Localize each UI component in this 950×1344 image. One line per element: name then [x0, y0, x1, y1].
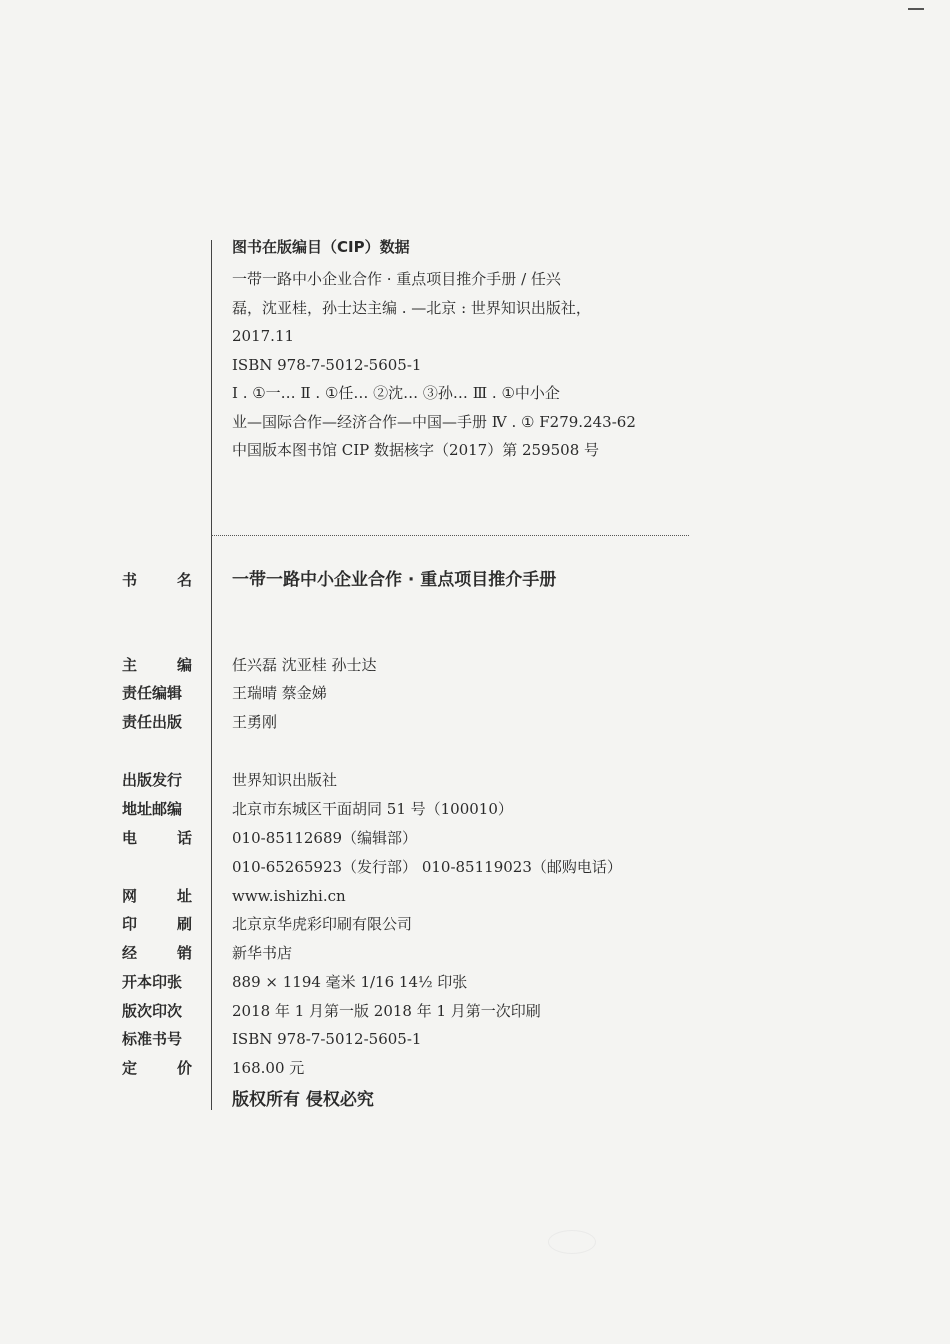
address-value: 北京市东城区干面胡同 51 号（100010） — [232, 800, 513, 818]
book-name-label: 书名 — [122, 571, 192, 589]
edition-value: 2018 年 1 月第一版 2018 年 1 月第一次印刷 — [232, 1002, 541, 1020]
website-label: 网址 — [122, 887, 192, 905]
isbn-value: ISBN 978-7-5012-5605-1 — [232, 1030, 422, 1048]
edition-label: 版次印次 — [122, 1002, 183, 1020]
format-row — [0, 968, 950, 997]
distribution-row — [0, 939, 950, 968]
website-value: www.ishizhi.cn — [232, 887, 346, 905]
address-label: 地址邮编 — [122, 800, 183, 818]
website-row — [0, 882, 950, 911]
printing-row — [0, 910, 950, 939]
cip-line: 业—国际合作—经济合作—中国—手册 Ⅳ . ① F279.243-62 — [232, 412, 636, 431]
responsible-publisher-value: 王勇刚 — [232, 713, 278, 731]
price-label: 定价 — [122, 1059, 192, 1077]
responsible-editors-value: 王瑞晴 蔡金娣 — [232, 684, 327, 702]
isbn-label: 标准书号 — [122, 1030, 183, 1048]
chief-editors-label: 主编 — [122, 656, 192, 674]
price-value: 168.00 元 — [232, 1059, 305, 1077]
responsible-publisher-row — [0, 708, 950, 737]
cip-line: 磊，沈亚桂，孙士达主编 . —北京 : 世界知识出版社， — [232, 298, 591, 317]
phone-label: 电话 — [122, 829, 192, 847]
chief-editors-value: 任兴磊 沈亚桂 孙士达 — [232, 656, 377, 674]
cip-line: 2017.11 — [232, 327, 295, 345]
responsible-editors-label: 责任编辑 — [122, 684, 183, 702]
price-row — [0, 1054, 950, 1083]
cip-line: 中国版本图书馆 CIP 数据核字（2017）第 259508 号 — [232, 441, 600, 459]
cip-line: Ⅰ . ①一… Ⅱ . ①任… ②沈… ③孙… Ⅲ . ①中小企 — [232, 384, 560, 402]
phone2-value: 010-65265923（发行部） 010-85119023（邮购电话） — [232, 858, 622, 876]
cip-line: ISBN 978-7-5012-5605-1 — [232, 355, 422, 374]
distribution-value: 新华书店 — [232, 944, 293, 962]
format-label: 开本印张 — [122, 973, 183, 991]
format-value: 889 × 1194 毫米 1/16 14½ 印张 — [232, 973, 468, 991]
cip-line: 一带一路中小企业合作 · 重点项目推介手册 / 任兴 — [232, 270, 561, 288]
book-name-row — [0, 566, 950, 595]
distribution-label: 经销 — [122, 944, 192, 962]
publisher-logo — [548, 1230, 596, 1254]
edition-row — [0, 997, 950, 1026]
phone-row — [0, 824, 950, 853]
cip-title: 图书在版编目（CIP）数据 — [232, 238, 410, 256]
printing-label: 印刷 — [122, 915, 192, 933]
corner-mark — [908, 8, 924, 10]
copyright-notice: 版权所有 侵权必究 — [232, 1090, 374, 1110]
publisher-row — [0, 766, 950, 795]
publisher-label: 出版发行 — [122, 771, 183, 789]
phone-value: 010-85112689（编辑部） — [232, 829, 418, 847]
chief-editors-row — [0, 651, 950, 680]
dotted-divider — [211, 535, 689, 536]
responsible-publisher-label: 责任出版 — [122, 713, 183, 731]
cip-block — [232, 236, 662, 465]
publisher-value: 世界知识出版社 — [232, 771, 338, 789]
isbn-row — [0, 1025, 950, 1054]
book-name-value: 一带一路中小企业合作 · 重点项目推介手册 — [232, 570, 557, 590]
phone2-row — [0, 853, 950, 882]
printing-value: 北京京华虎彩印刷有限公司 — [232, 915, 413, 933]
responsible-editors-row — [0, 679, 950, 708]
address-row — [0, 795, 950, 824]
